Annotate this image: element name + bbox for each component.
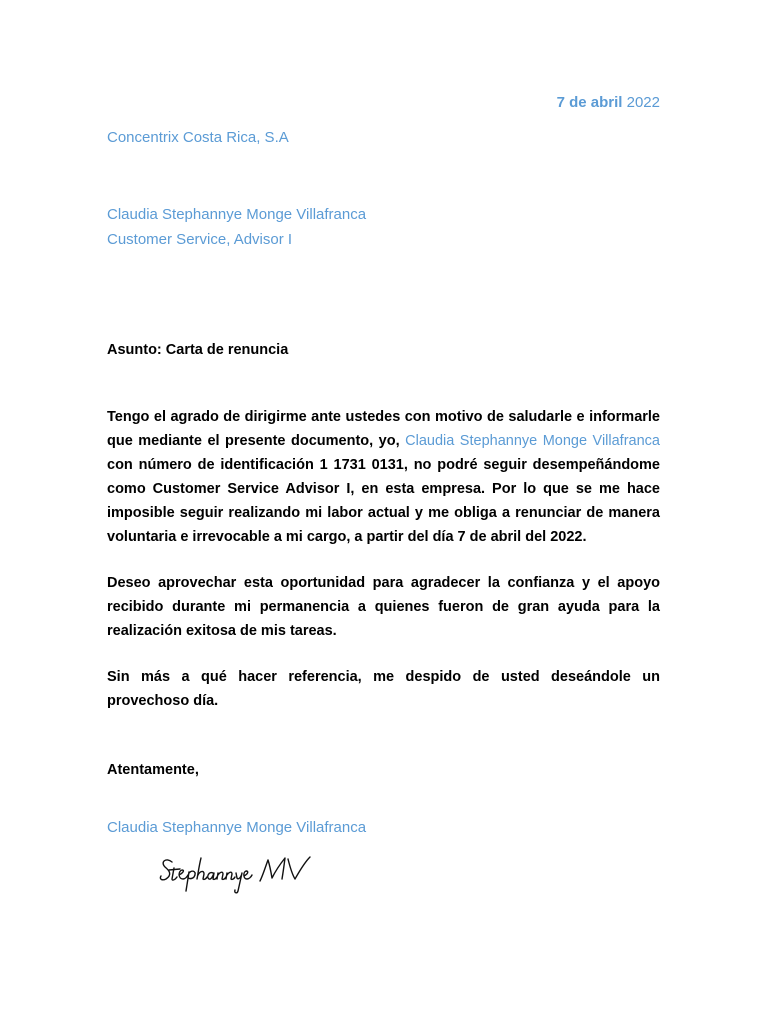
paragraph-1-part-2: con número de identificación 1 1731 0131, no podré seguir desempeñándome como Customer Service Advisor I, en esta empresa. Por lo que se me hace imposible seguir realizando mi labor actual y me obliga a renunciar de manera voluntaria e irrevocable a mi cargo, a partir del día 7 de abril del 2022. xyxy=(107,457,660,545)
paragraph-3: Sin más a qué hacer referencia, me despido de usted deseándole un provechoso día. xyxy=(107,669,660,709)
company-name: Concentrix Costa Rica, S.A xyxy=(107,129,289,146)
signature-name: Claudia Stephannye Monge Villafranca xyxy=(107,819,367,836)
recipient-name: Claudia Stephannye Monge Villafranca xyxy=(107,206,367,223)
paragraph-1-part-1: Tengo el agrado de dirigirme ante ustedes con motivo de saludarle e informarle que mediante el presente documento, yo, xyxy=(107,409,660,449)
letter-body xyxy=(107,405,660,735)
date-day-month: 7 de abril xyxy=(556,94,623,111)
recipient-position: Customer Service, Advisor I xyxy=(107,231,293,248)
recipient-block xyxy=(107,202,366,252)
handwritten-signature xyxy=(158,848,323,898)
letter-date xyxy=(557,92,660,114)
letter-subject: Asunto: Carta de renuncia xyxy=(107,342,289,358)
paragraph-1 xyxy=(107,405,660,549)
date-year: 2022 xyxy=(626,94,660,111)
paragraph-1-name: Claudia Stephannye Monge Villafranca xyxy=(405,433,660,449)
letter-closing: Atentamente, xyxy=(107,762,199,778)
paragraph-2: Deseo aprovechar esta oportunidad para agradecer la confianza y el apoyo recibido durante mi permanencia a quienes fueron de gran ayuda para la realización exitosa de mis tareas. xyxy=(107,575,660,639)
